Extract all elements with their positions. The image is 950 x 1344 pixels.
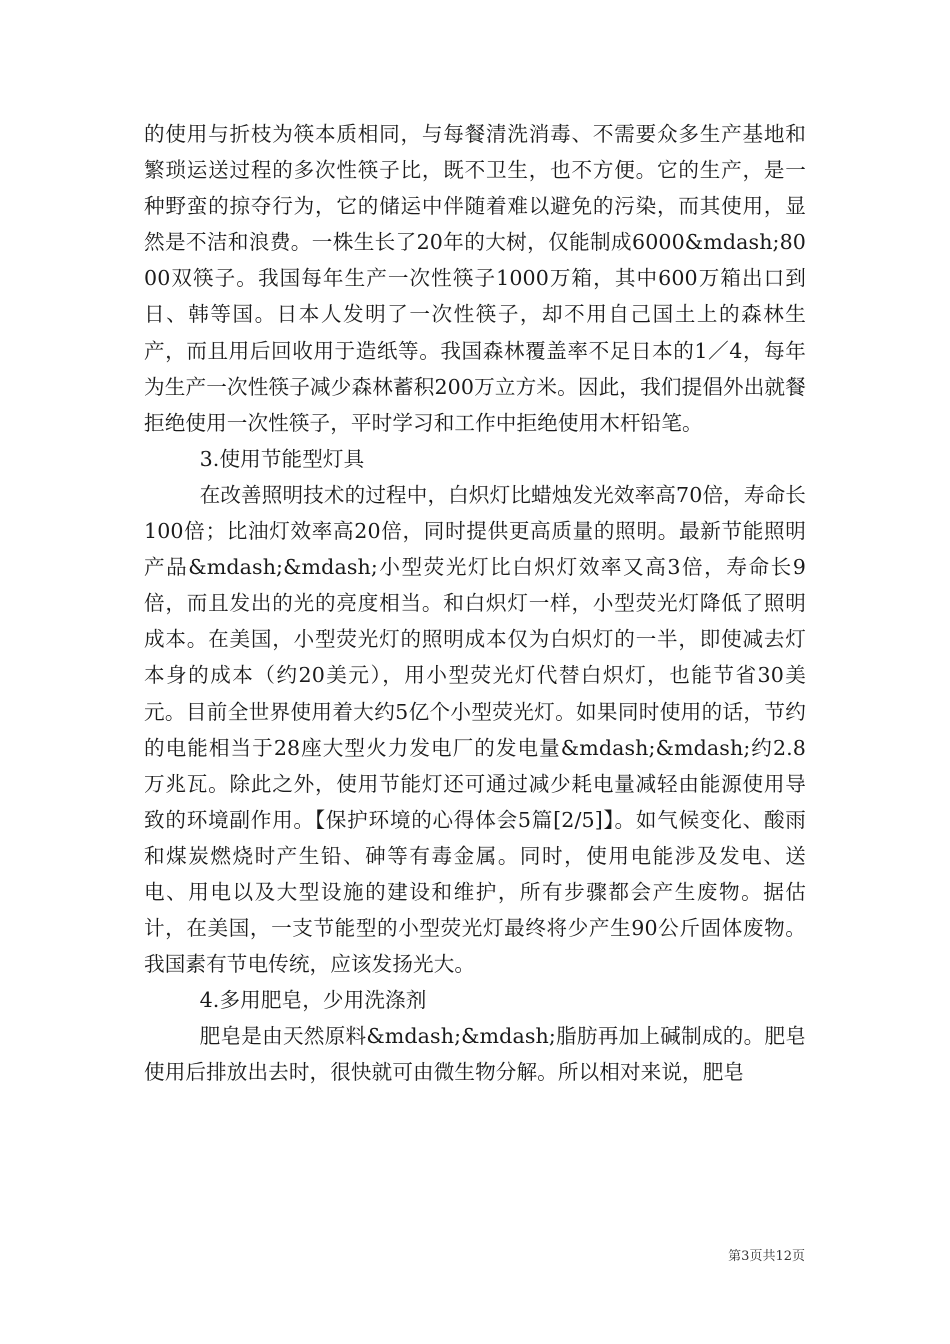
paragraph-soap: 肥皂是由天然原料&mdash;&mdash;脂肪再加上碱制成的。肥皂使用后排放出去时，很快就可由微生物分解。所以相对来说，肥皂: [144, 1024, 806, 1085]
page-number-footer: 第3页共12页: [728, 1249, 805, 1264]
paragraph-chopsticks: 的使用与折枝为筷本质相同，与每餐清洗消毒、不需要众多生产基地和繁琐运送过程的多次性筷子比，既不卫生，也不方便。它的生产，是一种野蛮的掠夺行为，它的储运中伴随着难以避免的污染，而其使用，显然是不洁和浪费。一株生长了20年的大树，仅能制成6000&mdash;8000双筷子。我国每年生产一次性筷子1000万箱，其中600万箱出口到日、韩等国。日本人发明了一次性筷子，却不用自己国土上的森林生产，而且用后回收用于造纸等。我国森林覆盖率不足日本的1／4，每年为生产一次性筷子减少森林蓄积200万立方米。因此，我们提倡外出就餐拒绝使用一次性筷子，平时学习和工作中拒绝使用木杆铅笔。: [144, 122, 806, 435]
section-heading-lighting: 3.使用节能型灯具: [199, 446, 365, 471]
document-body: [144, 116, 806, 1091]
section-heading-soap: 4.多用肥皂，少用洗涤剂: [199, 988, 427, 1013]
paragraph-lighting: 在改善照明技术的过程中，白炽灯比蜡烛发光效率高70倍，寿命长100倍；比油灯效率高20倍，同时提供更高质量的照明。最新节能照明产品&mdash;&mdash;小型荧光灯比白炽灯效率又高3倍，寿命长9倍，而且发出的光的亮度相当。和白炽灯一样，小型荧光灯降低了照明成本。在美国，小型荧光灯的照明成本仅为白炽灯的一半，即使减去灯本身的成本（约20美元），用小型荧光灯代替白炽灯，也能节省30美元。目前全世界使用着大约5亿个小型荧光灯。如果同时使用的话，节约的电能相当于28座大型火力发电厂的发电量&mdash;&mdash;约2.8万兆瓦。除此之外，使用节能灯还可通过减少耗电量减轻由能源使用导致的环境副作用。【保护环境的心得体会5篇[2/5]】。如气候变化、酸雨和煤炭燃烧时产生铅、砷等有毒金属。同时，使用电能涉及发电、送电、用电以及大型设施的建设和维护，所有步骤都会产生废物。据估计，在美国，一支节能型的小型荧光灯最终将少产生90公斤固体废物。我国素有节电传统，应该发扬光大。: [144, 482, 806, 977]
